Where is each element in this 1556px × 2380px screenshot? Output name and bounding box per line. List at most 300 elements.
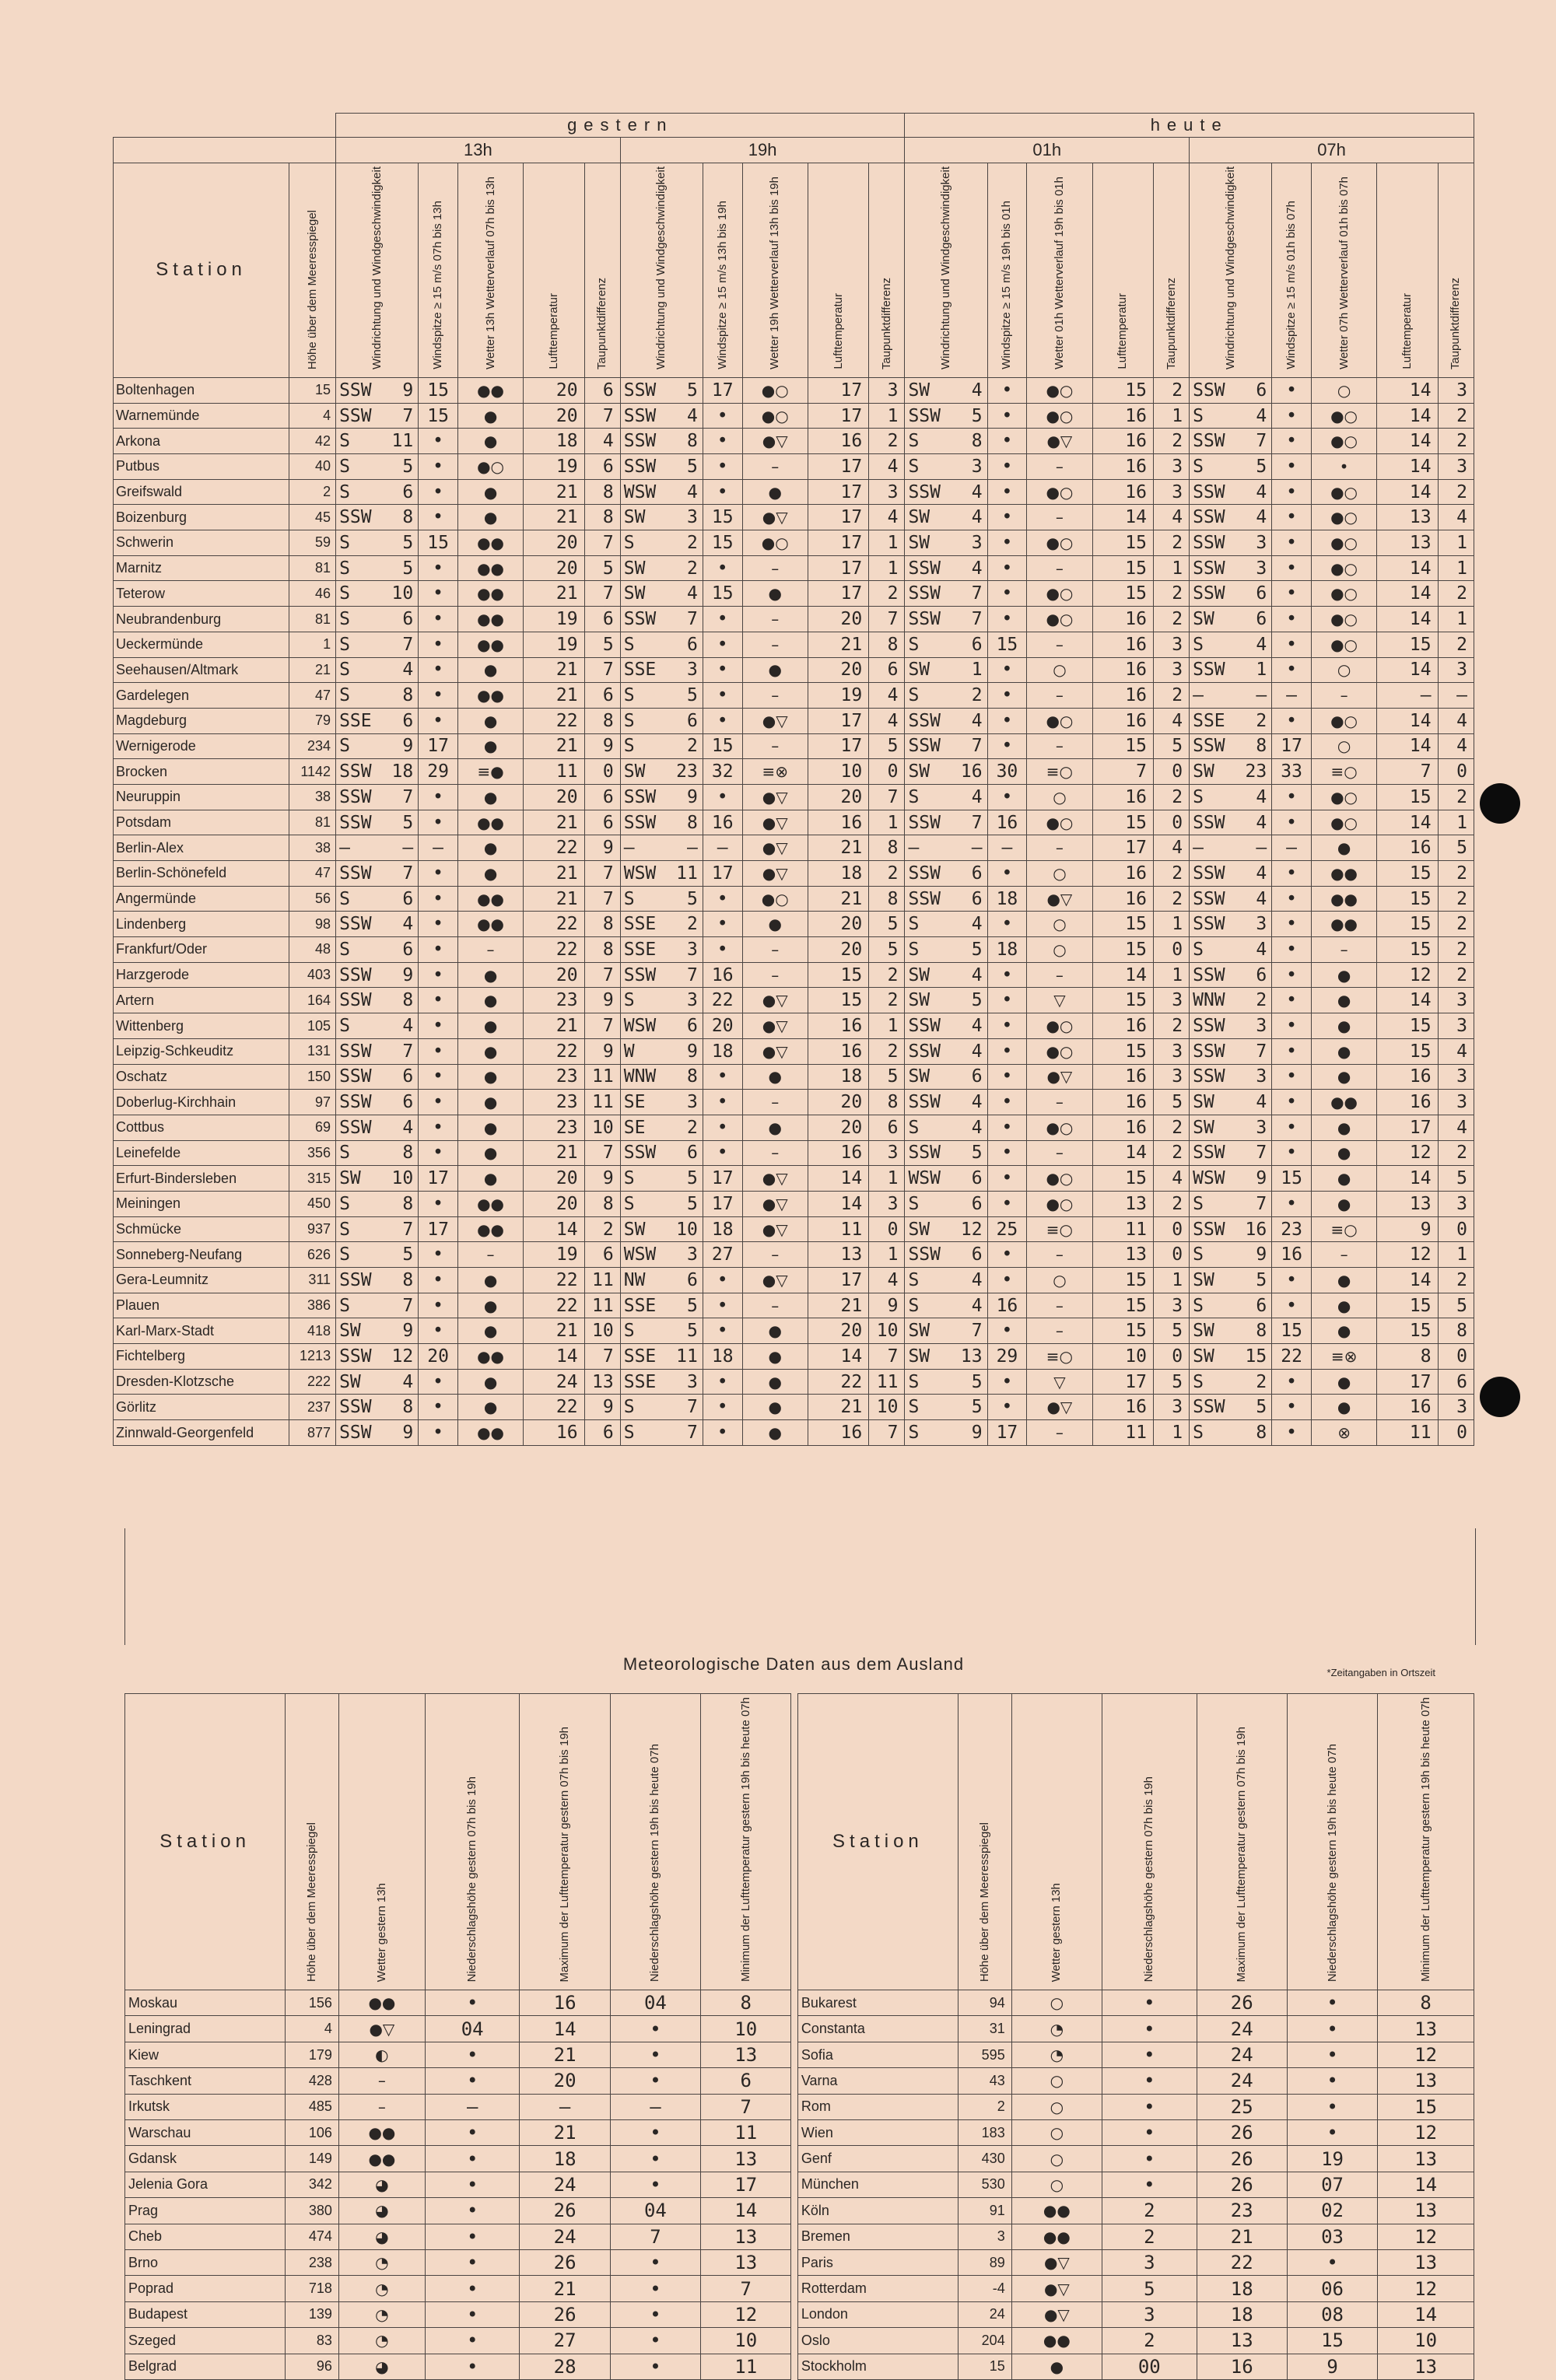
wind-speed: 8 [402, 507, 414, 528]
wind-07h [1190, 784, 1272, 810]
abroad-header-min-right: Minimum der Lufttemperatur gestern 19h bis heute 07h [1378, 1694, 1474, 1990]
wind-gust-13h: 15 [419, 530, 458, 556]
wind-direction: SSW [1193, 583, 1225, 604]
wind-19h [620, 912, 703, 937]
air-temperature-13h: 19 [524, 632, 584, 657]
wind-gust-13h: • [419, 708, 458, 733]
wind-13h [336, 657, 419, 683]
weather-symbol-13h: ● [457, 1293, 523, 1318]
dewpoint-difference-01h: 4 [1153, 505, 1189, 530]
wind-gust-01h: • [987, 1064, 1027, 1090]
dewpoint-difference-01h: 2 [1153, 1013, 1189, 1039]
wind-gust-19h: 17 [703, 1191, 742, 1216]
abroad-precip-day: • [1102, 1990, 1197, 2016]
dewpoint-difference-07h: 1 [1438, 810, 1474, 835]
dewpoint-difference-07h: 0 [1438, 1344, 1474, 1370]
dewpoint-difference-13h: 7 [584, 657, 620, 683]
station-name: Schmücke [114, 1216, 289, 1242]
wind-gust-13h: • [419, 1242, 458, 1268]
blank-area [124, 1528, 1476, 1645]
wind-speed: 3 [687, 660, 698, 681]
station-row [114, 1013, 1474, 1039]
weather-symbol-19h: ●▽ [742, 708, 808, 733]
abroad-precip-night: 9 [1287, 2354, 1377, 2379]
station-altitude: 311 [289, 1268, 336, 1293]
air-temperature-19h: 17 [808, 479, 868, 505]
dewpoint-difference-07h: 2 [1438, 479, 1474, 505]
wind-13h [336, 912, 419, 937]
weather-symbol-19h: ●▽ [742, 1038, 808, 1064]
wind-gust-07h: • [1272, 886, 1312, 912]
wind-07h [1190, 555, 1272, 581]
air-temperature-13h: 20 [524, 1166, 584, 1192]
wind-speed: 5 [971, 1143, 983, 1164]
wind-direction: SSW [623, 405, 657, 426]
air-temperature-13h: 23 [524, 1115, 584, 1140]
wind-gust-07h: • [1272, 708, 1312, 733]
weather-symbol-07h: ≡○ [1311, 759, 1376, 785]
air-temperature-19h: 14 [808, 1344, 868, 1370]
air-temperature-19h: 16 [808, 1038, 868, 1064]
abroad-min-temp: 13 [1378, 2068, 1474, 2094]
wind-direction: SW [339, 1371, 361, 1392]
abroad-weather-symbol: ●▽ [338, 2016, 425, 2042]
header-19h: 19h [620, 138, 905, 163]
wind-direction: S [339, 456, 350, 477]
dewpoint-difference-13h: 9 [584, 1395, 620, 1420]
wind-speed: 9 [687, 786, 698, 807]
air-temperature-19h: 21 [808, 886, 868, 912]
abroad-altitude: 3 [958, 2224, 1012, 2249]
wind-speed: 4 [1256, 634, 1267, 655]
air-temperature-19h: 21 [808, 632, 868, 657]
air-temperature-01h: 15 [1092, 1318, 1153, 1344]
weather-symbol-13h: ● [457, 1395, 523, 1420]
header-heute: heute [905, 114, 1474, 138]
dewpoint-difference-07h: 3 [1438, 377, 1474, 403]
wind-direction: SSW [623, 380, 657, 401]
abroad-station-name: Wien [797, 2120, 958, 2146]
wind-13h [336, 784, 419, 810]
abroad-precip-day: 3 [1102, 2249, 1197, 2275]
station-name: Görlitz [114, 1395, 289, 1420]
weather-symbol-07h: ●○ [1311, 607, 1376, 632]
dewpoint-difference-19h: 4 [869, 683, 905, 709]
air-temperature-19h: 17 [808, 733, 868, 759]
wind-gust-13h: • [419, 1420, 458, 1446]
wind-gust-01h: • [987, 1268, 1027, 1293]
abroad-station-name: London [797, 2301, 958, 2327]
abroad-altitude: 530 [958, 2172, 1012, 2197]
wind-speed: 7 [402, 634, 414, 655]
dewpoint-difference-07h: 0 [1438, 759, 1474, 785]
dewpoint-difference-13h: 9 [584, 988, 620, 1013]
wind-gust-01h: • [987, 1318, 1027, 1344]
station-altitude: 45 [289, 505, 336, 530]
abroad-station-name: Moskau [125, 1990, 286, 2016]
wind-gust-07h: • [1272, 607, 1312, 632]
header-wetter-07h: Wetter 07h Wetterverlauf 01h bis 07h [1311, 163, 1376, 378]
abroad-altitude: 342 [286, 2172, 339, 2197]
wind-speed: 5 [687, 456, 698, 477]
dewpoint-difference-01h: 3 [1153, 657, 1189, 683]
wind-gust-13h: • [419, 1318, 458, 1344]
wind-speed: 2 [687, 532, 698, 553]
wind-speed: 5 [1256, 1269, 1267, 1290]
station-name: Karl-Marx-Stadt [114, 1318, 289, 1344]
wind-speed: 8 [1256, 1423, 1267, 1444]
wind-speed: 7 [402, 1295, 414, 1316]
abroad-row [125, 2354, 1474, 2379]
air-temperature-13h: 21 [524, 810, 584, 835]
dewpoint-difference-07h: 4 [1438, 708, 1474, 733]
wind-direction: S [908, 914, 920, 935]
header-spitze-07h: Windspitze ≥ 15 m/s 01h bis 07h [1272, 163, 1312, 378]
wind-direction: SW [908, 660, 930, 681]
dewpoint-difference-01h: 2 [1153, 886, 1189, 912]
wind-speed: 6 [687, 710, 698, 731]
weather-symbol-13h: ● [457, 1064, 523, 1090]
weather-symbol-19h: – [742, 1140, 808, 1166]
dewpoint-difference-13h: 8 [584, 1191, 620, 1216]
wind-07h [1190, 657, 1272, 683]
air-temperature-01h: 11 [1092, 1420, 1153, 1446]
wind-13h [336, 1166, 419, 1192]
wind-speed: 4 [1256, 507, 1267, 528]
header-wind-13h: Windrichtung und Windgeschwindigkeit [336, 163, 419, 378]
weather-symbol-07h: ○ [1311, 657, 1376, 683]
dewpoint-difference-01h: 5 [1153, 1369, 1189, 1395]
weather-symbol-19h: – [742, 1090, 808, 1115]
wind-gust-01h: • [987, 377, 1027, 403]
dewpoint-difference-01h: 0 [1153, 1344, 1189, 1370]
wind-direction: SSW [1193, 1066, 1225, 1087]
abroad-min-temp: 13 [701, 2224, 791, 2249]
wind-gust-19h: 16 [703, 962, 742, 988]
wind-direction: WSW [908, 1168, 941, 1189]
air-temperature-19h: 16 [808, 1013, 868, 1039]
weather-symbol-13h: ● [457, 1369, 523, 1395]
wind-speed: 18 [391, 761, 414, 782]
header-07h: 07h [1190, 138, 1474, 163]
dewpoint-difference-01h: 2 [1153, 784, 1189, 810]
air-temperature-07h: 14 [1377, 1166, 1438, 1192]
dewpoint-difference-07h: 3 [1438, 988, 1474, 1013]
dewpoint-difference-07h: 2 [1438, 912, 1474, 937]
wind-gust-13h: • [419, 861, 458, 887]
air-temperature-01h: 15 [1092, 581, 1153, 607]
air-temperature-19h: 16 [808, 1140, 868, 1166]
wind-speed: 5 [687, 1321, 698, 1342]
wind-direction: S [339, 583, 350, 604]
wind-gust-19h: • [703, 479, 742, 505]
dewpoint-difference-13h: 6 [584, 1420, 620, 1446]
wind-direction: S [339, 939, 350, 960]
weather-symbol-13h: ● [457, 733, 523, 759]
station-altitude: 59 [289, 530, 336, 556]
wind-gust-01h: • [987, 1369, 1027, 1395]
abroad-weather-symbol: ◔ [338, 2249, 425, 2275]
abroad-header-nied2-right: Niederschlagshöhe gestern 19h bis heute 07h [1287, 1694, 1377, 1990]
weather-symbol-01h: ○ [1027, 861, 1092, 887]
wind-direction: SSW [339, 1092, 372, 1113]
wind-speed: 6 [971, 888, 983, 909]
station-row [114, 1166, 1474, 1192]
wind-01h [905, 1268, 987, 1293]
station-name: Doberlug-Kirchhain [114, 1090, 289, 1115]
abroad-station-name: Genf [797, 2146, 958, 2172]
weather-symbol-19h: ●▽ [742, 1166, 808, 1192]
wind-speed: 4 [971, 1295, 983, 1316]
wind-07h [1190, 1115, 1272, 1140]
dewpoint-difference-19h: 0 [869, 1216, 905, 1242]
dewpoint-difference-01h: 2 [1153, 861, 1189, 887]
wind-gust-13h: • [419, 1038, 458, 1064]
abroad-max-temp: 22 [1197, 2249, 1287, 2275]
weather-symbol-19h: – [742, 1293, 808, 1318]
station-name: Leipzig-Schkeuditz [114, 1038, 289, 1064]
station-name: Magdeburg [114, 708, 289, 733]
wind-speed: 8 [1256, 1321, 1267, 1342]
air-temperature-13h: 20 [524, 377, 584, 403]
abroad-max-temp: 24 [1197, 2068, 1287, 2094]
abroad-max-temp: 18 [520, 2146, 610, 2172]
wind-gust-07h: • [1272, 1140, 1312, 1166]
wind-speed: 8 [971, 431, 983, 452]
wind-13h [336, 759, 419, 785]
station-row [114, 835, 1474, 861]
weather-symbol-13h: ●● [457, 1344, 523, 1370]
wind-13h [336, 530, 419, 556]
weather-symbol-07h: ●○ [1311, 581, 1376, 607]
weather-symbol-01h: ●○ [1027, 1166, 1092, 1192]
dewpoint-difference-13h: 5 [584, 632, 620, 657]
abroad-weather-symbol: ●● [338, 2120, 425, 2146]
abroad-spacer [791, 2354, 797, 2379]
wind-direction: S [908, 456, 920, 477]
wind-07h [1190, 530, 1272, 556]
wind-direction: SSW [1193, 507, 1225, 528]
wind-speed: 7 [687, 964, 698, 985]
abroad-weather-symbol: ◕ [338, 2224, 425, 2249]
dewpoint-difference-19h: 2 [869, 429, 905, 454]
wind-speed: 5 [1256, 1397, 1267, 1418]
abroad-spacer [791, 2198, 797, 2224]
dewpoint-difference-07h: 2 [1438, 1268, 1474, 1293]
wind-direction: SW [908, 990, 930, 1011]
weather-symbol-13h: ● [457, 784, 523, 810]
station-name: Erfurt-Bindersleben [114, 1166, 289, 1192]
abroad-min-temp: 7 [701, 2276, 791, 2301]
weather-symbol-01h: – [1027, 1090, 1092, 1115]
wind-13h [336, 1216, 419, 1242]
abroad-station-name: Köln [797, 2198, 958, 2224]
station-altitude: 877 [289, 1420, 336, 1446]
wind-gust-01h: 17 [987, 1420, 1027, 1446]
wind-01h [905, 962, 987, 988]
dewpoint-difference-01h: 2 [1153, 429, 1189, 454]
wind-07h [1190, 1395, 1272, 1420]
dewpoint-difference-19h: 3 [869, 377, 905, 403]
air-temperature-01h: 14 [1092, 505, 1153, 530]
wind-speed: 4 [971, 558, 983, 579]
weather-symbol-19h: ● [742, 1115, 808, 1140]
weather-symbol-19h: ● [742, 1318, 808, 1344]
abroad-min-temp: 14 [701, 2198, 791, 2224]
abroad-station-name: Jelenia Gora [125, 2172, 286, 2197]
wind-01h [905, 1293, 987, 1318]
weather-symbol-01h: ○ [1027, 1268, 1092, 1293]
station-altitude: 150 [289, 1064, 336, 1090]
wind-gust-07h: – [1272, 683, 1312, 709]
wind-direction: SSW [908, 710, 941, 731]
header-spitze-01h: Windspitze ≥ 15 m/s 19h bis 01h [987, 163, 1027, 378]
wind-gust-07h: • [1272, 810, 1312, 835]
wind-07h [1190, 1242, 1272, 1268]
wind-gust-13h: • [419, 912, 458, 937]
dewpoint-difference-01h: 3 [1153, 632, 1189, 657]
wind-19h [620, 632, 703, 657]
air-temperature-13h: 16 [524, 1420, 584, 1446]
station-altitude: 42 [289, 429, 336, 454]
wind-gust-19h: • [703, 886, 742, 912]
station-altitude: 164 [289, 988, 336, 1013]
wind-direction: SSW [339, 1041, 372, 1062]
dewpoint-difference-01h: 3 [1153, 1293, 1189, 1318]
station-name: Neuruppin [114, 784, 289, 810]
header-wind-01h: Windrichtung und Windgeschwindigkeit [905, 163, 987, 378]
weather-symbol-13h: ●● [457, 1420, 523, 1446]
wind-speed: 6 [971, 1193, 983, 1214]
air-temperature-01h: 15 [1092, 530, 1153, 556]
abroad-min-temp: 11 [701, 2354, 791, 2379]
station-row [114, 1420, 1474, 1446]
wind-direction: WSW [623, 1244, 657, 1265]
weather-symbol-07h: ●○ [1311, 708, 1376, 733]
station-row [114, 581, 1474, 607]
wind-gust-19h: • [703, 555, 742, 581]
wind-speed: 5 [687, 1193, 698, 1214]
air-temperature-07h: – [1377, 683, 1438, 709]
wind-speed: 6 [402, 1066, 414, 1087]
wind-speed: – [402, 838, 414, 859]
wind-07h [1190, 632, 1272, 657]
wind-speed: 3 [1256, 1117, 1267, 1138]
abroad-min-temp: 12 [1378, 2276, 1474, 2301]
wind-13h [336, 835, 419, 861]
wind-direction: SW [1193, 1269, 1214, 1290]
wind-speed: 16 [960, 761, 983, 782]
abroad-weather-symbol: ◕ [338, 2172, 425, 2197]
dewpoint-difference-13h: 13 [584, 1369, 620, 1395]
wind-gust-07h: – [1272, 835, 1312, 861]
abroad-precip-day: • [425, 2249, 520, 2275]
station-row [114, 555, 1474, 581]
wind-speed: 2 [971, 685, 983, 706]
wind-01h [905, 988, 987, 1013]
wind-13h [336, 607, 419, 632]
wind-gust-13h: • [419, 810, 458, 835]
abroad-min-temp: 12 [1378, 2224, 1474, 2249]
dewpoint-difference-07h: 8 [1438, 1318, 1474, 1344]
abroad-max-temp: 26 [1197, 2146, 1287, 2172]
wind-direction: SSW [1193, 380, 1225, 401]
air-temperature-13h: 22 [524, 1293, 584, 1318]
air-temperature-19h: 20 [808, 1115, 868, 1140]
wind-01h [905, 1013, 987, 1039]
dewpoint-difference-07h: 1 [1438, 1242, 1474, 1268]
abroad-max-temp: 20 [520, 2068, 610, 2094]
wind-01h [905, 505, 987, 530]
wind-direction: WSW [623, 481, 657, 502]
abroad-precip-day: • [425, 2042, 520, 2067]
dewpoint-difference-01h: 3 [1153, 1038, 1189, 1064]
dewpoint-difference-13h: 7 [584, 403, 620, 429]
wind-speed: 13 [960, 1346, 983, 1367]
abroad-max-temp: 21 [520, 2042, 610, 2067]
wind-01h [905, 937, 987, 963]
wind-direction: S [339, 1193, 350, 1214]
weather-symbol-07h: • [1311, 454, 1376, 480]
wind-gust-01h: • [987, 1166, 1027, 1192]
air-temperature-01h: 16 [1092, 1013, 1153, 1039]
wind-speed: 3 [687, 990, 698, 1011]
abroad-station-name: Constanta [797, 2016, 958, 2042]
air-temperature-01h: 16 [1092, 657, 1153, 683]
wind-speed: 4 [971, 481, 983, 502]
weather-symbol-13h: ● [457, 1318, 523, 1344]
station-altitude: 98 [289, 912, 336, 937]
station-altitude: 38 [289, 784, 336, 810]
wind-direction: SW [1193, 1092, 1214, 1113]
station-altitude: 222 [289, 1369, 336, 1395]
station-row [114, 530, 1474, 556]
wind-gust-19h: • [703, 454, 742, 480]
dewpoint-difference-01h: 3 [1153, 1395, 1189, 1420]
wind-speed: 6 [402, 609, 414, 630]
air-temperature-19h: 20 [808, 657, 868, 683]
wind-gust-01h: • [987, 454, 1027, 480]
wind-direction: SSW [908, 1016, 941, 1037]
abroad-spacer [791, 2249, 797, 2275]
abroad-station-name: Poprad [125, 2276, 286, 2301]
air-temperature-07h: 12 [1377, 1242, 1438, 1268]
wind-direction: SE [623, 1092, 646, 1113]
wind-speed: 8 [687, 1066, 698, 1087]
station-row [114, 632, 1474, 657]
dewpoint-difference-07h: 2 [1438, 581, 1474, 607]
abroad-max-temp: 23 [1197, 2198, 1287, 2224]
abroad-weather-symbol: ○ [1011, 2146, 1102, 2172]
station-name: Berlin-Schönefeld [114, 861, 289, 887]
weather-symbol-19h: ●▽ [742, 784, 808, 810]
wind-direction: SSW [908, 863, 941, 884]
abroad-station-name: Bremen [797, 2224, 958, 2249]
wind-13h [336, 1064, 419, 1090]
abroad-altitude: 149 [286, 2146, 339, 2172]
station-name: Teterow [114, 581, 289, 607]
air-temperature-13h: 22 [524, 937, 584, 963]
weather-symbol-01h: – [1027, 505, 1092, 530]
wind-speed: 11 [391, 431, 414, 452]
air-temperature-07h: 8 [1377, 1344, 1438, 1370]
wind-direction: WNW [623, 1066, 657, 1087]
wind-gust-13h: • [419, 454, 458, 480]
weather-symbol-01h: ▽ [1027, 1369, 1092, 1395]
weather-symbol-07h: ○ [1311, 377, 1376, 403]
abroad-header-wetter-right: Wetter gestern 13h [1011, 1694, 1102, 1990]
air-temperature-19h: 21 [808, 1293, 868, 1318]
